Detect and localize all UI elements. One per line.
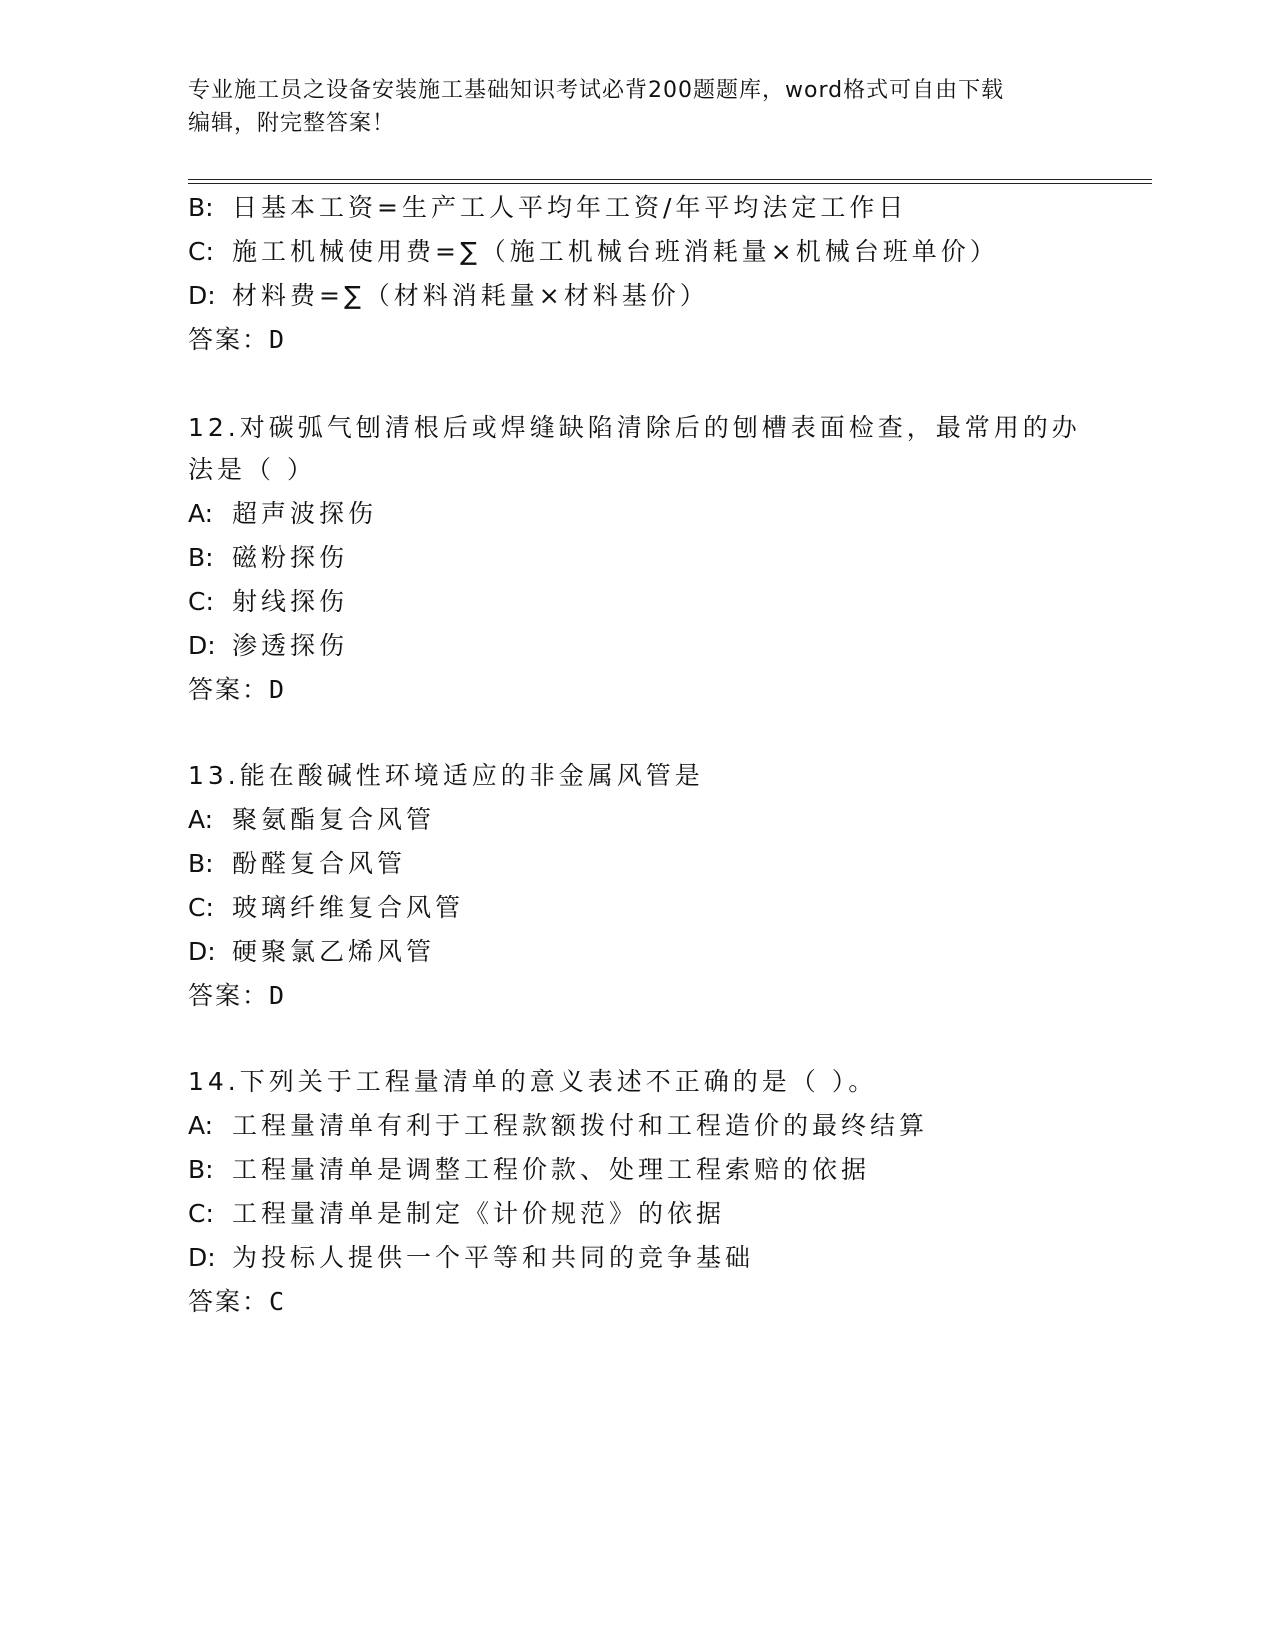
header-title-line2: 编辑，附完整答案！ [188,111,396,136]
q11-option-d [188,281,709,311]
q12-answer [188,675,284,705]
q11-answer [188,325,284,355]
q12-stem-line1: 12.对碳弧气刨清根后或焊缝缺陷清除后的刨槽表面检查，最常用的办 [188,413,1081,442]
answer-label: 答案： [188,981,270,1010]
answer-label: 答案： [188,675,270,704]
q12-option-b [188,543,348,573]
option-text: 超声波探伤 [232,499,378,528]
header-divider-bottom [188,183,1152,184]
option-label: B: [188,1155,214,1184]
q13-option-b [188,849,406,879]
option-text: 日基本工资=生产工人平均年工资/年平均法定工作日 [232,193,908,222]
option-label: C: [188,893,214,922]
option-text: 酚醛复合风管 [232,849,407,878]
option-text: 工程量清单是制定《计价规范》的依据 [232,1199,726,1228]
header-divider-top [188,179,1152,180]
option-label: A: [188,1111,214,1140]
option-text: 施工机械使用费=∑（施工机械台班消耗量×机械台班单价） [232,237,999,266]
header-title-line1: 专业施工员之设备安装施工基础知识考试必背200题题库，word格式可自由下载 [188,78,1005,103]
option-label: D: [188,1243,216,1272]
q14-option-c [188,1199,725,1229]
option-label: A: [188,805,214,834]
q11-option-b [188,193,907,223]
answer-label: 答案： [188,325,270,354]
q14-option-b [188,1155,870,1185]
option-label: B: [188,849,214,878]
option-text: 磁粉探伤 [232,543,349,572]
option-text: 射线探伤 [232,587,349,616]
q13-option-d [188,937,435,967]
q13-stem-line1: 13.能在酸碱性环境适应的非金属风管是 [188,761,704,790]
q14-option-d [188,1243,754,1273]
q14-option-a [188,1111,928,1141]
option-label: B: [188,543,214,572]
q12-option-a [188,499,377,529]
option-text: 渗透探伤 [232,631,349,660]
q13-answer [188,981,284,1011]
option-label: C: [188,587,214,616]
q11-option-c [188,237,999,267]
q14-answer [188,1287,284,1317]
q12-stem-line2: 法是（ ） [188,455,316,484]
option-text: 工程量清单有利于工程款额拨付和工程造价的最终结算 [232,1111,929,1140]
q14-stem-line1: 14.下列关于工程量清单的意义表述不正确的是（ ）。 [188,1067,878,1096]
option-label: D: [188,281,216,310]
option-label: C: [188,237,214,266]
option-text: 材料费=∑（材料消耗量×材料基价） [232,281,709,310]
option-text: 为投标人提供一个平等和共同的竞争基础 [232,1243,755,1272]
q13-option-c [188,893,464,923]
answer-value: D [269,981,285,1010]
option-label: D: [188,631,216,660]
q12-option-c [188,587,348,617]
answer-value: D [269,675,285,704]
option-text: 玻璃纤维复合风管 [232,893,465,922]
q13-option-a [188,805,435,835]
option-label: D: [188,937,216,966]
document-header [188,74,1088,140]
answer-value: D [269,325,285,354]
answer-label: 答案： [188,1287,270,1316]
option-text: 聚氨酯复合风管 [232,805,436,834]
q12-option-d [188,631,348,661]
option-text: 工程量清单是调整工程价款、处理工程索赔的依据 [232,1155,871,1184]
option-label: A: [188,499,214,528]
option-label: B: [188,193,214,222]
option-label: C: [188,1199,214,1228]
option-text: 硬聚氯乙烯风管 [232,937,436,966]
answer-value: C [269,1287,285,1316]
